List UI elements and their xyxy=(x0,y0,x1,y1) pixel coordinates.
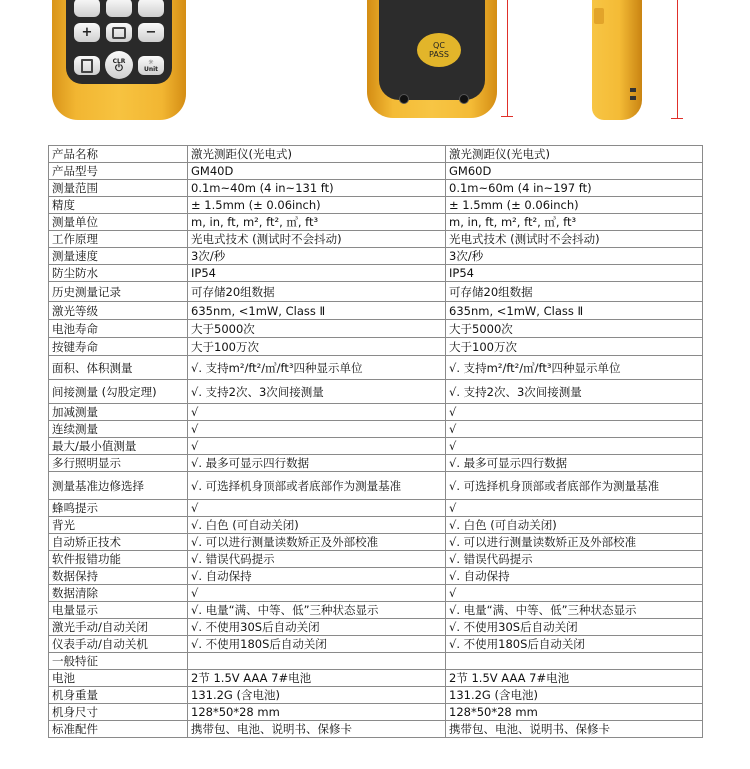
table-row xyxy=(49,404,703,421)
gm40d-value-cell: 光电式技术 (测试时不会抖动) xyxy=(188,231,446,248)
gm60d-value-cell: √. 错误代码提示 xyxy=(446,551,703,568)
gm40d-value-cell: √ xyxy=(188,421,446,438)
device-back-view xyxy=(367,0,497,118)
spec-label-cell: 产品名称 xyxy=(49,146,188,163)
device-side-view xyxy=(592,0,642,120)
spec-label-cell: 电量显示 xyxy=(49,602,188,619)
table-row xyxy=(49,180,703,197)
keypad-key-top-left xyxy=(74,0,100,17)
gm60d-value-cell: √. 白色 (可自动关闭) xyxy=(446,517,703,534)
gm40d-value-cell: 3次/秒 xyxy=(188,248,446,265)
gm60d-value-cell: √. 不使用180S后自动关闭 xyxy=(446,636,703,653)
gm60d-value-cell: IP54 xyxy=(446,265,703,282)
gm60d-value-cell: √ xyxy=(446,421,703,438)
table-row xyxy=(49,517,703,534)
table-row xyxy=(49,534,703,551)
gm40d-value-cell: √. 不使用30S后自动关闭 xyxy=(188,619,446,636)
table-row xyxy=(49,670,703,687)
screw-icon xyxy=(459,94,469,104)
spec-label-cell: 历史测量记录 xyxy=(49,282,188,302)
gm40d-value-cell: √. 自动保持 xyxy=(188,568,446,585)
gm60d-value-cell: √. 电量“满、中等、低”三种状态显示 xyxy=(446,602,703,619)
spec-label-cell: 多行照明显示 xyxy=(49,455,188,472)
gm60d-value-cell: 0.1m~60m (4 in~197 ft) xyxy=(446,180,703,197)
spec-label-cell: 加减测量 xyxy=(49,404,188,421)
spec-table-body xyxy=(49,146,703,738)
clr-power-key xyxy=(105,51,133,79)
spec-label-cell: 面积、体积测量 xyxy=(49,356,188,380)
qc-label: QC xyxy=(433,41,445,50)
spec-label-cell: 机身重量 xyxy=(49,687,188,704)
gm60d-value-cell: √. 最多可显示四行数据 xyxy=(446,455,703,472)
clr-label: CLR xyxy=(112,58,126,65)
gm60d-value-cell: 2节 1.5V AAA 7#电池 xyxy=(446,670,703,687)
gm60d-value-cell: GM60D xyxy=(446,163,703,180)
gm40d-value-cell: √ xyxy=(188,585,446,602)
gm60d-value-cell: 大于5000次 xyxy=(446,320,703,338)
table-row xyxy=(49,500,703,517)
gm40d-value-cell: 可存储20组数据 xyxy=(188,282,446,302)
table-row xyxy=(49,380,703,404)
gm40d-value-cell: √. 错误代码提示 xyxy=(188,551,446,568)
plus-key xyxy=(74,23,100,42)
memory-icon xyxy=(81,59,93,73)
table-row xyxy=(49,636,703,653)
spec-label-cell: 按键寿命 xyxy=(49,338,188,356)
screw-icon xyxy=(399,94,409,104)
spec-label-cell: 一般特征 xyxy=(49,653,188,670)
keypad-key-top-center xyxy=(106,0,132,17)
gm40d-value-cell: √ xyxy=(188,500,446,517)
gm40d-value-cell: √. 支持2次、3次间接测量 xyxy=(188,380,446,404)
table-row xyxy=(49,568,703,585)
gm40d-value-cell xyxy=(188,653,446,670)
dimension-line xyxy=(507,0,508,116)
gm60d-value-cell: √ xyxy=(446,438,703,455)
side-button xyxy=(594,8,604,24)
level-key xyxy=(106,23,132,42)
spec-label-cell: 软件报错功能 xyxy=(49,551,188,568)
table-row xyxy=(49,282,703,302)
keypad-panel xyxy=(66,0,172,84)
table-row xyxy=(49,472,703,500)
gm60d-value-cell: √ xyxy=(446,585,703,602)
gm40d-value-cell: 0.1m~40m (4 in~131 ft) xyxy=(188,180,446,197)
table-row xyxy=(49,704,703,721)
table-row xyxy=(49,231,703,248)
spec-label-cell: 间接测量 (勾股定理) xyxy=(49,380,188,404)
spec-label-cell: 标准配件 xyxy=(49,721,188,738)
gm60d-value-cell: 可存储20组数据 xyxy=(446,282,703,302)
table-row xyxy=(49,302,703,320)
gm40d-value-cell: ± 1.5mm (± 0.06inch) xyxy=(188,197,446,214)
gm40d-value-cell: 131.2G (含电池) xyxy=(188,687,446,704)
bubble-level-icon xyxy=(112,27,126,39)
gm40d-value-cell: √. 可选择机身顶部或者底部作为测量基准 xyxy=(188,472,446,500)
spec-label-cell: 仪表手动/自动关机 xyxy=(49,636,188,653)
gm40d-value-cell: 大于5000次 xyxy=(188,320,446,338)
dimension-tick xyxy=(671,118,683,119)
table-row xyxy=(49,653,703,670)
battery-cover xyxy=(379,0,485,100)
spec-label-cell: 连续测量 xyxy=(49,421,188,438)
gm40d-value-cell: 携带包、电池、说明书、保修卡 xyxy=(188,721,446,738)
pass-label: PASS xyxy=(429,50,449,59)
spec-label-cell: 防尘防水 xyxy=(49,265,188,282)
gm40d-value-cell: 激光测距仪(光电式) xyxy=(188,146,446,163)
side-slot xyxy=(630,88,636,92)
light-icon: ☼ xyxy=(148,58,154,66)
table-row xyxy=(49,421,703,438)
side-slot xyxy=(630,96,636,100)
spec-label-cell: 测量单位 xyxy=(49,214,188,231)
gm40d-value-cell: √. 支持m²/ft²/㎥/ft³四种显示单位 xyxy=(188,356,446,380)
table-row xyxy=(49,455,703,472)
unit-label: Unit xyxy=(143,65,159,73)
gm60d-value-cell: √ xyxy=(446,404,703,421)
table-row xyxy=(49,602,703,619)
table-row xyxy=(49,551,703,568)
spec-label-cell: 蜂鸣提示 xyxy=(49,500,188,517)
table-row xyxy=(49,585,703,602)
spec-label-cell: 测量速度 xyxy=(49,248,188,265)
table-row xyxy=(49,163,703,180)
gm60d-value-cell: 携带包、电池、说明书、保修卡 xyxy=(446,721,703,738)
gm60d-value-cell: 635nm, <1mW, Class Ⅱ xyxy=(446,302,703,320)
gm60d-value-cell xyxy=(446,653,703,670)
gm40d-value-cell: √ xyxy=(188,438,446,455)
table-row xyxy=(49,265,703,282)
spec-label-cell: 测量范围 xyxy=(49,180,188,197)
plus-icon: + xyxy=(81,25,93,40)
spec-table xyxy=(48,145,703,738)
table-row xyxy=(49,214,703,231)
gm60d-value-cell: √. 可选择机身顶部或者底部作为测量基准 xyxy=(446,472,703,500)
gm60d-value-cell: 128*50*28 mm xyxy=(446,704,703,721)
dimension-line xyxy=(677,0,678,118)
spec-label-cell: 机身尺寸 xyxy=(49,704,188,721)
qc-pass-sticker xyxy=(417,33,461,67)
table-row xyxy=(49,356,703,380)
gm60d-value-cell: 3次/秒 xyxy=(446,248,703,265)
gm40d-value-cell: GM40D xyxy=(188,163,446,180)
table-row xyxy=(49,248,703,265)
unit-key xyxy=(138,56,164,75)
gm60d-value-cell: √. 可以进行测量读数矫正及外部校准 xyxy=(446,534,703,551)
table-row xyxy=(49,721,703,738)
gm60d-value-cell: 光电式技术 (测试时不会抖动) xyxy=(446,231,703,248)
spec-label-cell: 数据清除 xyxy=(49,585,188,602)
spec-label-cell: 最大/最小值测量 xyxy=(49,438,188,455)
table-row xyxy=(49,320,703,338)
gm40d-value-cell: √. 可以进行测量读数矫正及外部校准 xyxy=(188,534,446,551)
gm40d-value-cell: √. 白色 (可自动关闭) xyxy=(188,517,446,534)
gm40d-value-cell: m, in, ft, m², ft², ㎥, ft³ xyxy=(188,214,446,231)
gm60d-value-cell: √. 支持m²/ft²/㎥/ft³四种显示单位 xyxy=(446,356,703,380)
gm40d-value-cell: √. 电量“满、中等、低”三种状态显示 xyxy=(188,602,446,619)
gm40d-value-cell: √. 不使用180S后自动关闭 xyxy=(188,636,446,653)
gm60d-value-cell: √ xyxy=(446,500,703,517)
spec-label-cell: 精度 xyxy=(49,197,188,214)
gm40d-value-cell: 2节 1.5V AAA 7#电池 xyxy=(188,670,446,687)
keypad-key-top-right xyxy=(138,0,164,17)
gm60d-value-cell: √. 自动保持 xyxy=(446,568,703,585)
spec-label-cell: 激光等级 xyxy=(49,302,188,320)
gm40d-value-cell: √. 最多可显示四行数据 xyxy=(188,455,446,472)
gm60d-value-cell: ± 1.5mm (± 0.06inch) xyxy=(446,197,703,214)
device-front-view xyxy=(52,0,186,120)
table-row xyxy=(49,197,703,214)
memory-key xyxy=(74,56,100,75)
spec-label-cell: 工作原理 xyxy=(49,231,188,248)
spec-label-cell: 激光手动/自动关闭 xyxy=(49,619,188,636)
gm60d-value-cell: √. 不使用30S后自动关闭 xyxy=(446,619,703,636)
spec-label-cell: 测量基准边修选择 xyxy=(49,472,188,500)
gm40d-value-cell: 大于100万次 xyxy=(188,338,446,356)
table-row xyxy=(49,619,703,636)
gm40d-value-cell: 635nm, <1mW, Class Ⅱ xyxy=(188,302,446,320)
gm60d-value-cell: 激光测距仪(光电式) xyxy=(446,146,703,163)
power-icon: ⏻ xyxy=(115,63,123,74)
spec-label-cell: 产品型号 xyxy=(49,163,188,180)
minus-icon: − xyxy=(145,25,157,40)
spec-label-cell: 自动矫正技术 xyxy=(49,534,188,551)
dimension-tick xyxy=(501,116,513,117)
gm60d-value-cell: 大于100万次 xyxy=(446,338,703,356)
gm60d-value-cell: √. 支持2次、3次间接测量 xyxy=(446,380,703,404)
table-row xyxy=(49,338,703,356)
gm40d-value-cell: IP54 xyxy=(188,265,446,282)
table-row xyxy=(49,687,703,704)
gm40d-value-cell: √ xyxy=(188,404,446,421)
spec-label-cell: 数据保持 xyxy=(49,568,188,585)
gm60d-value-cell: 131.2G (含电池) xyxy=(446,687,703,704)
product-photos xyxy=(0,0,750,138)
spec-label-cell: 电池 xyxy=(49,670,188,687)
table-row xyxy=(49,438,703,455)
spec-label-cell: 背光 xyxy=(49,517,188,534)
gm40d-value-cell: 128*50*28 mm xyxy=(188,704,446,721)
table-row xyxy=(49,146,703,163)
gm60d-value-cell: m, in, ft, m², ft², ㎥, ft³ xyxy=(446,214,703,231)
minus-key xyxy=(138,23,164,42)
spec-label-cell: 电池寿命 xyxy=(49,320,188,338)
